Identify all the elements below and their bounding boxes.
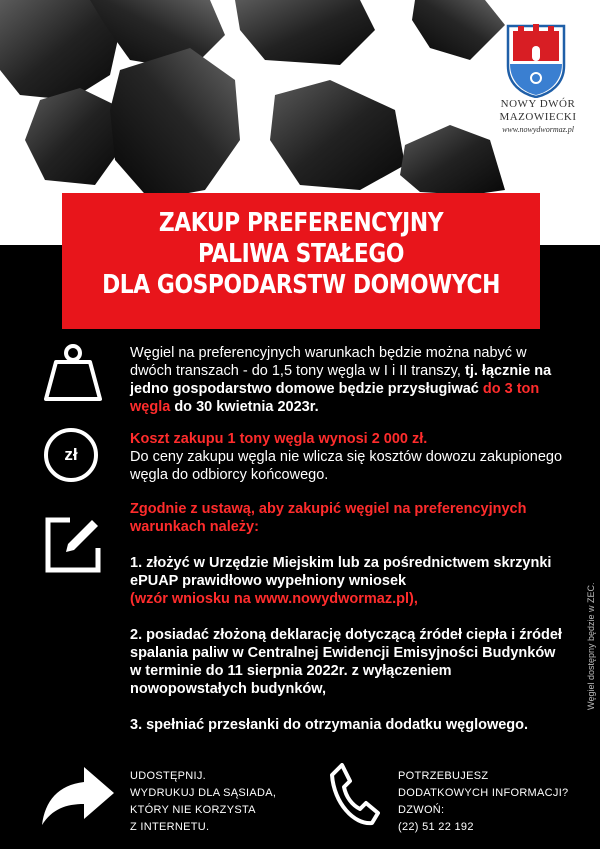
delivery-limit-highlight: do 3 ton węgla <box>130 381 540 415</box>
title-banner <box>62 193 540 329</box>
delivery-text-1: Węgiel na preferencyjnych warunkach będzie można nabyć w dwóch transzach - do 1,5 tony węgla w I i II transzy, <box>130 345 527 379</box>
contact-line-1: POTRZEBUJESZ <box>398 770 489 782</box>
title-line-1: ZAKUP PREFERENCYJNY <box>158 208 444 238</box>
delivery-deadline: do 30 kwietnia 2023r. <box>170 399 319 415</box>
share-line-3: KTÓRY NIE KORZYSTA <box>130 804 256 816</box>
share-message <box>130 768 276 836</box>
requirement-step-3: 3. spełniać przesłanki do otrzymania dodatku węglowego. <box>130 717 529 733</box>
city-crest-logo <box>504 22 568 98</box>
city-name-line2: MAZOWIECKI <box>499 111 577 123</box>
share-line-1: UDOSTĘPNIJ. <box>130 770 207 782</box>
contact-line-3: DZWOŃ: <box>398 804 445 816</box>
city-name-line1: NOWY DWÓR <box>500 98 576 110</box>
city-website-url: www.nowydwormaz.pl <box>502 125 574 134</box>
section-price-info <box>130 430 570 484</box>
currency-zloty-icon <box>44 428 98 482</box>
contact-line-2: DODATKOWYCH INFORMACJI? <box>398 787 569 799</box>
phone-icon <box>328 763 380 827</box>
title-line-3: DLA GOSPODARSTW DOMOWYCH <box>102 270 500 300</box>
requirement-step-2: 2. posiadać złożoną deklarację dotyczącą źródeł ciepła i źródeł spalania paliw w Centralnej Ewidencji Emisyjności Budynków w terminie do 11 sierpnia 2022r. z wyłączeniem nowopowstałych budynków, <box>130 627 562 697</box>
form-edit-icon <box>42 514 104 576</box>
requirements-title: Zgodnie z ustawą, aby zakupić węgiel na preferencyjnych warunkach należy: <box>130 501 527 535</box>
share-arrow-icon <box>40 765 116 827</box>
side-note: Węgiel dostępny będzie w ZEC. <box>586 582 596 710</box>
title-line-2: PALIWA STAŁEGO <box>198 239 404 269</box>
section-requirements <box>130 500 570 734</box>
section-delivery-info <box>130 344 570 416</box>
currency-symbol: zł <box>64 445 78 464</box>
weight-icon <box>42 342 104 404</box>
contact-phone-number[interactable]: (22) 51 22 192 <box>398 821 474 833</box>
share-line-4: Z INTERNETU. <box>130 821 210 833</box>
price-title: Koszt zakupu 1 tony węgla wynosi 2 000 zł. <box>130 431 428 447</box>
requirement-step-1: 1. złożyć w Urzędzie Miejskim lub za pośrednictwem skrzynki ePUAP prawidłowo wypełniony wniosek <box>130 555 552 589</box>
contact-info <box>398 768 568 836</box>
share-line-2: WYDRUKUJ DLA SĄSIADA, <box>130 787 277 799</box>
price-body: Do ceny zakupu węgla nie wlicza się kosztów dowozu zakupionego węgla do odbiorcy końcowego. <box>130 449 563 483</box>
requirement-step-1-note: (wzór wniosku na www.nowydwormaz.pl), <box>130 591 418 607</box>
delivery-text-2: tj. łącznie na jedno gospodarstwo domowe będzie przysługiwać <box>130 363 552 397</box>
